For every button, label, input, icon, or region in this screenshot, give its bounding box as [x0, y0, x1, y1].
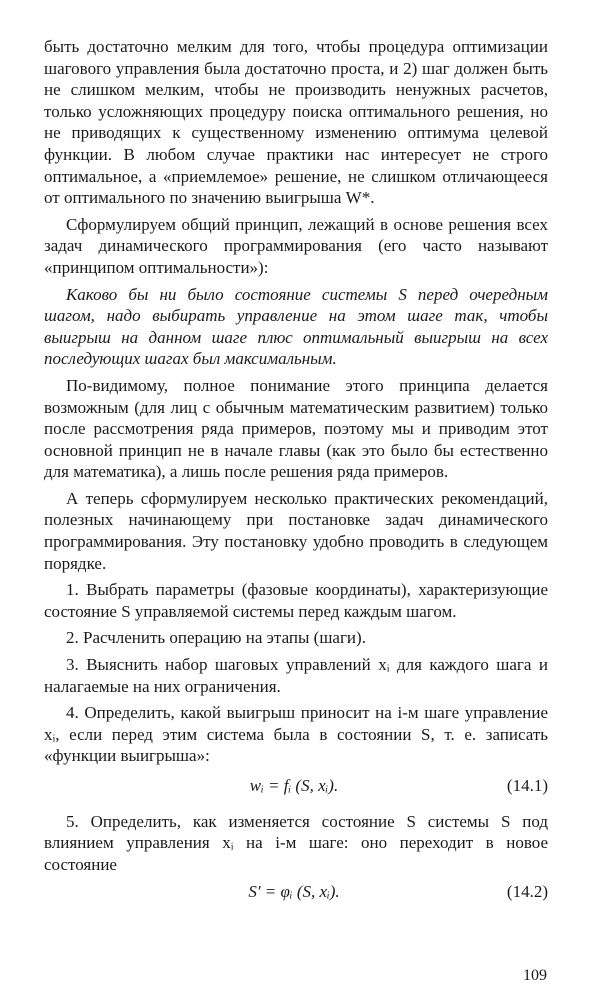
page-number: 109	[523, 967, 547, 984]
equation-14-1-formula: wᵢ = fᵢ (S, xᵢ).	[249, 776, 339, 795]
step-4: 4. Определить, какой выигрыш приносит на i-м шаге управление xᵢ, если перед этим система была в состоянии S, т. е. записать «функции выигрыша»:	[44, 703, 548, 766]
paragraph-understanding: По-видимому, полное понимание этого принципа делается возможным (для лиц с обычным математическим развитием) только после рассмотрения ряда примеров, поэтому мы и приводим этот основной принцип не в начале главы (как это было бы естественно для математика), а лишь после решения ряда примеров.	[44, 375, 548, 482]
step-2: 2. Расчленить операцию на этапы (шаги).	[66, 628, 366, 648]
paragraph-principle-intro: Сформулируем общий принцип, лежащий в основе решения всех задач динамического программирования (его часто называют «принципом оптимальности»):	[44, 214, 548, 277]
step-5: 5. Определить, как изменяется состояние S системы S под влиянием управления xᵢ на i-м шаге: оно переходит в новое состояние	[44, 811, 548, 874]
optimality-principle: Каково бы ни было состояние системы S перед очередным шагом, надо выбирать управление на этом шаге так, чтобы выигрыш на данном шаге плюс оптимальный выигрыш на всех последующих шагах был максимальным.	[44, 284, 548, 369]
equation-14-1	[44, 775, 548, 797]
equation-14-2-number: (14.2)	[506, 882, 548, 902]
paragraph-continuation: быть достаточно мелким для того, чтобы процедура оптимизации шагового управления была достаточно проста, и 2) шаг должен быть не слишком мелким, чтобы не производить ненужных расчетов, только усложняющих процедуру поиска оптимального решения, но не приводящих к существенному изменению оптимума целевой функции. В любом случае практики нас интересует не строго оптимальное, а «приемлемое» решение, не слишком отличающееся от оптимального по значению выигрыша W*.	[44, 37, 548, 208]
step-1: 1. Выбрать параметры (фазовые координаты), характеризующие состояние S управляемой системы перед каждым шагом.	[44, 580, 548, 621]
step-3: 3. Выяснить набор шаговых управлений xᵢ для каждого шага и налагаемые на них ограничения.	[44, 655, 548, 696]
page-text	[44, 36, 548, 917]
equation-14-1-number: (14.1)	[506, 776, 548, 795]
equation-14-2	[44, 881, 548, 903]
equation-14-2-formula: S′ = φᵢ (S, xᵢ).	[248, 882, 340, 902]
paragraph-recommendations: А теперь сформулируем несколько практических рекомендаций, полезных начинающему при постановке задач динамического программирования. Эту постановку удобно проводить в следующем порядке.	[44, 488, 548, 573]
